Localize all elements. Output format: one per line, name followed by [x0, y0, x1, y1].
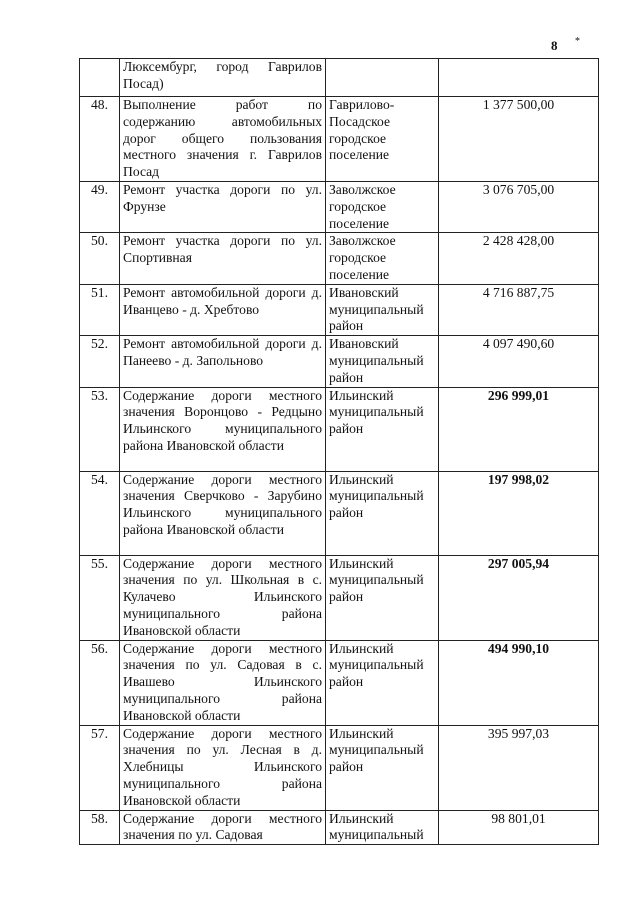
row-amount: 395 997,03 [439, 725, 599, 810]
row-amount: 2 428 428,00 [439, 233, 599, 284]
row-amount: 3 076 705,00 [439, 181, 599, 232]
row-recipient: Заволжское городское поселение [326, 233, 439, 284]
row-recipient: Ильинский муниципальный район [326, 387, 439, 471]
row-recipient: Ильинский муниципальный район [326, 555, 439, 640]
table-row [80, 555, 599, 640]
row-number: 53. [80, 387, 120, 471]
row-amount: 4 097 490,60 [439, 336, 599, 387]
row-amount: 197 998,02 [439, 471, 599, 555]
row-recipient: Ивановский муниципальный район [326, 284, 439, 335]
row-amount: 297 005,94 [439, 555, 599, 640]
row-amount: 494 990,10 [439, 640, 599, 725]
row-amount: 1 377 500,00 [439, 97, 599, 182]
row-amount: 98 801,01 [439, 810, 599, 845]
row-number: 54. [80, 471, 120, 555]
table-row [80, 336, 599, 387]
row-description: Люксембург, город Гаврилов Посад) [120, 59, 326, 97]
table-row [80, 284, 599, 335]
financing-table [79, 58, 599, 845]
row-recipient: Ильинский муниципальный [326, 810, 439, 845]
row-number: 52. [80, 336, 120, 387]
row-number: 51. [80, 284, 120, 335]
row-recipient: Ильинский муниципальный район [326, 471, 439, 555]
table-row [80, 59, 599, 97]
row-number: 56. [80, 640, 120, 725]
row-recipient: Ильинский муниципальный район [326, 725, 439, 810]
row-amount: 296 999,01 [439, 387, 599, 471]
row-description: Содержание дороги местного значения по ул. Школьная в с. Кулачево Ильинского муниципального района Ивановской области [120, 555, 326, 640]
row-number: 58. [80, 810, 120, 845]
row-description: Содержание дороги местного значения Сверчково - Зарубино Ильинского муниципального района Ивановской области [120, 471, 326, 555]
row-description: Выполнение работ по содержанию автомобильных дорог общего пользования местного значения г. Гаврилов Посад [120, 97, 326, 182]
table-row [80, 233, 599, 284]
table-row [80, 181, 599, 232]
row-description: Содержание дороги местного значения Воронцово - Редцыно Ильинского муниципального района Ивановской области [120, 387, 326, 471]
table-row [80, 725, 599, 810]
row-number: 48. [80, 97, 120, 182]
row-description: Ремонт участка дороги по ул. Спортивная [120, 233, 326, 284]
row-recipient [326, 59, 439, 97]
page-number: 8 [551, 38, 558, 53]
row-recipient: Ивановский муниципальный район [326, 336, 439, 387]
row-amount [439, 59, 599, 97]
table-body [80, 59, 599, 845]
row-recipient: Заволжское городское поселение [326, 181, 439, 232]
row-description: Ремонт участка дороги по ул. Фрунзе [120, 181, 326, 232]
table-row [80, 640, 599, 725]
row-description: Содержание дороги местного значения по ул. Лесная в д. Хлебницы Ильинского муниципального района Ивановской области [120, 725, 326, 810]
table-row [80, 97, 599, 182]
table-row [80, 810, 599, 845]
row-description: Ремонт автомобильной дороги д. Иванцево - д. Хребтово [120, 284, 326, 335]
row-recipient: Гаврилово-Посадское городское поселение [326, 97, 439, 182]
row-amount: 4 716 887,75 [439, 284, 599, 335]
row-number: 50. [80, 233, 120, 284]
page-mark: * [575, 36, 580, 47]
row-description: Ремонт автомобильной дороги д. Панеево - д. Запольново [120, 336, 326, 387]
row-description: Содержание дороги местного значения по ул. Садовая в с. Ивашево Ильинского муниципального района Ивановской области [120, 640, 326, 725]
table-row [80, 387, 599, 471]
table-row [80, 471, 599, 555]
row-number: 49. [80, 181, 120, 232]
row-number: 57. [80, 725, 120, 810]
row-recipient: Ильинский муниципальный район [326, 640, 439, 725]
row-description: Содержание дороги местного значения по ул. Садовая [120, 810, 326, 845]
row-number [80, 59, 120, 97]
row-number: 55. [80, 555, 120, 640]
